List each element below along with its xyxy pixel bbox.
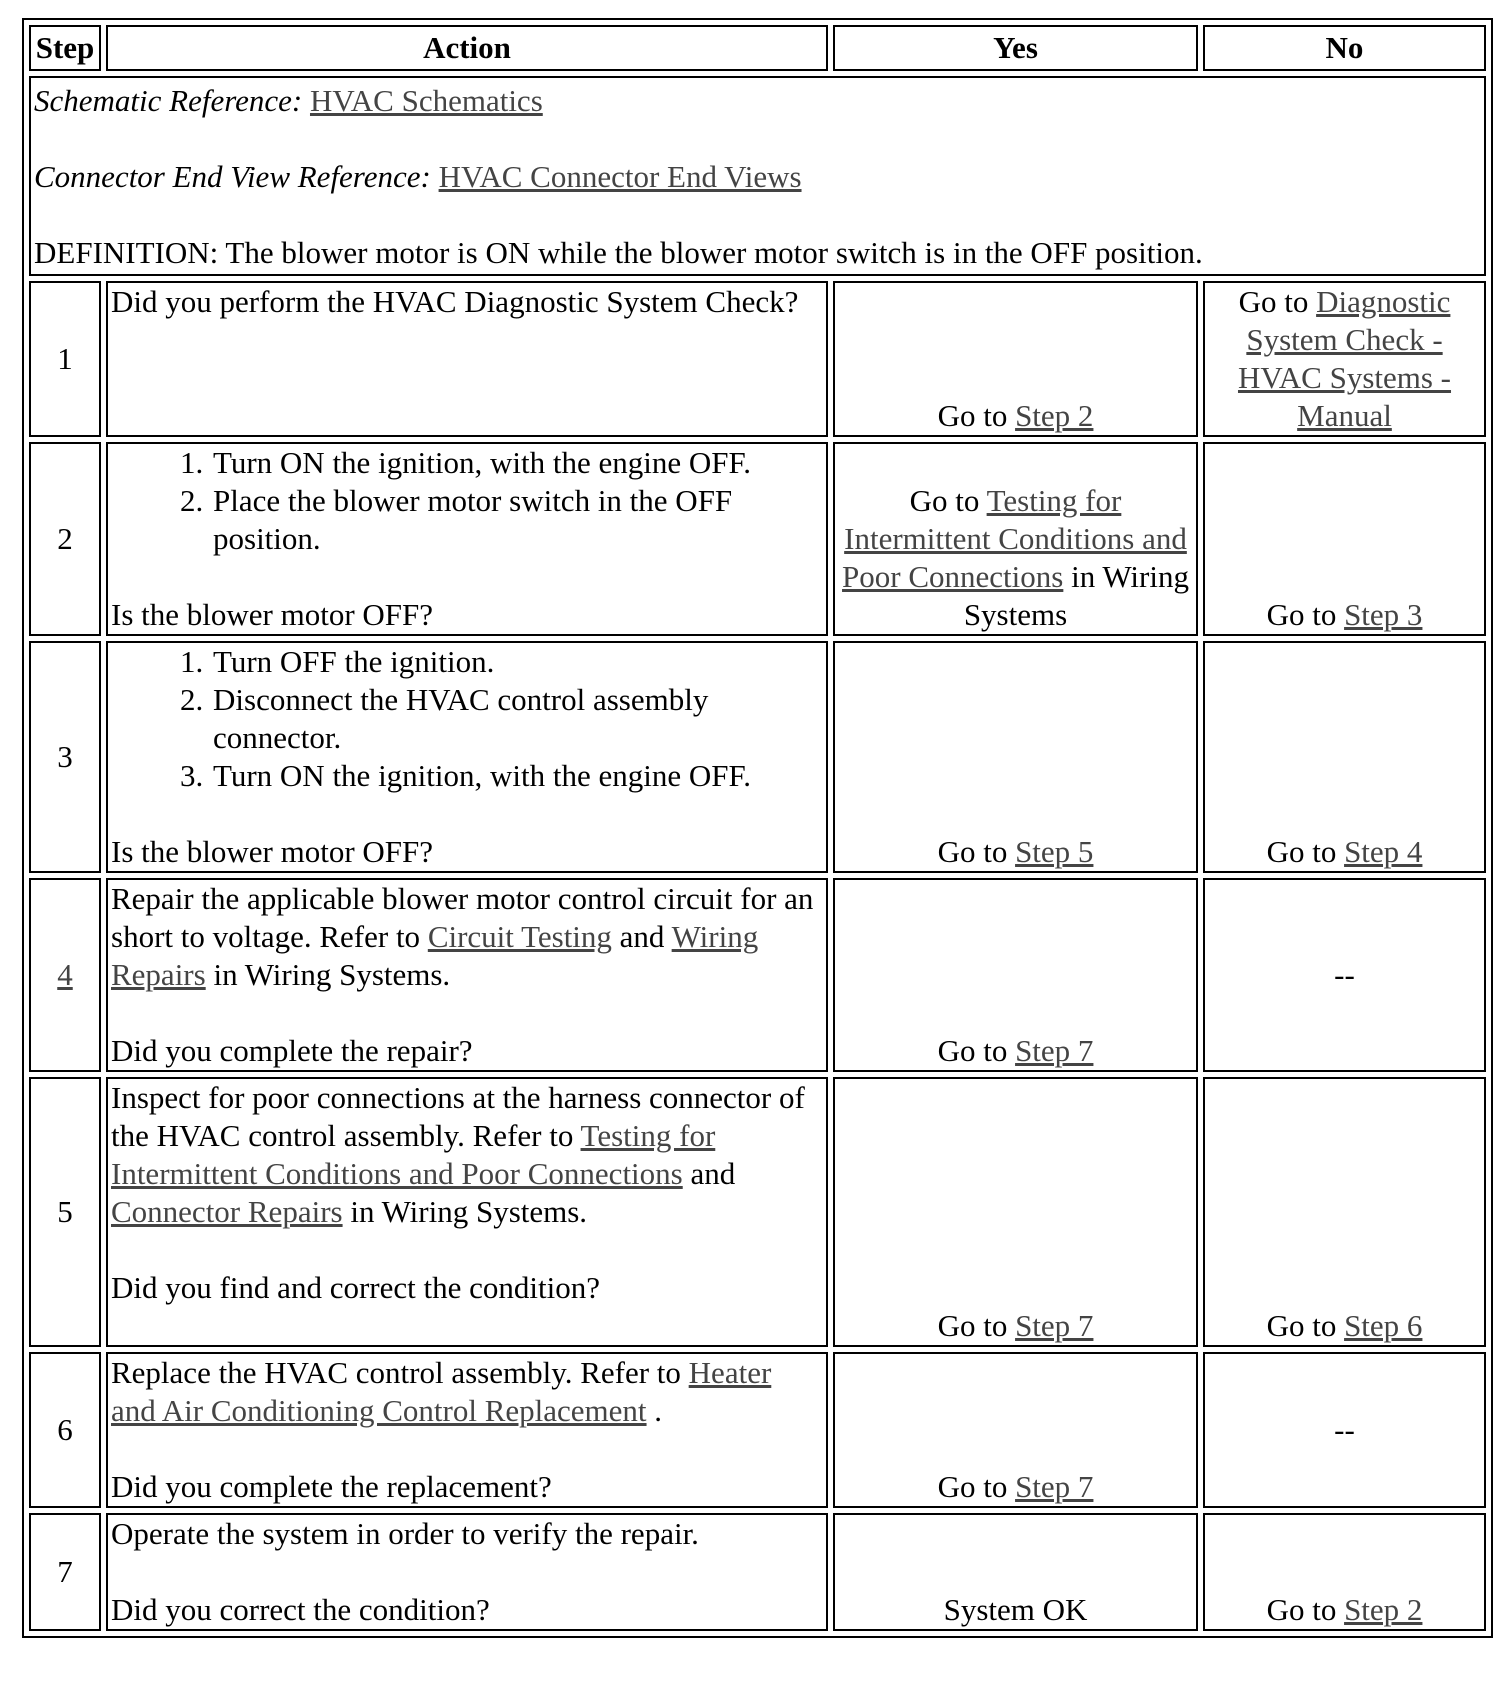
schematic-label: Schematic Reference: — [34, 83, 303, 118]
step-question: Did you complete the replacement? — [111, 1469, 552, 1504]
circuit-testing-link[interactable]: Circuit Testing — [427, 919, 612, 954]
yes-link[interactable]: Step 7 — [1015, 1033, 1094, 1068]
list-item: 2. Place the blower motor switch in the OFF position. — [211, 482, 823, 558]
schematic-link[interactable]: HVAC Schematics — [309, 83, 543, 118]
schematic-reference — [34, 82, 1481, 120]
connector-link[interactable]: HVAC Connector End Views — [438, 159, 802, 194]
header-no: No — [1203, 25, 1486, 71]
yes-link[interactable]: Step 2 — [1015, 398, 1094, 433]
wiring-text: in Wiring Systems — [963, 559, 1189, 632]
connector-label: Connector End View Reference: — [34, 159, 431, 194]
go-to-text: Go to — [1266, 834, 1337, 869]
step-action — [106, 1077, 828, 1347]
step-number — [29, 878, 101, 1072]
step-number: 6 — [29, 1352, 101, 1508]
step-no: -- — [1203, 878, 1486, 1072]
list-item: 1. Turn ON the ignition, with the engine OFF. — [211, 444, 823, 482]
step-no — [1203, 1513, 1486, 1631]
step-anchor-link[interactable]: 4 — [57, 957, 73, 992]
table-row — [29, 442, 1486, 636]
reference-row — [29, 76, 1486, 276]
list-item: 1. Turn OFF the ignition. — [211, 643, 823, 681]
step-no — [1203, 281, 1486, 437]
table-row — [29, 641, 1486, 873]
go-to-text: Go to — [937, 1469, 1008, 1504]
control-replacement-link[interactable]: Heater and Air Conditioning Control Replacement — [111, 1355, 772, 1428]
step-question: Is the blower motor OFF? — [111, 597, 434, 632]
step-number: 3 — [29, 641, 101, 873]
step-yes — [833, 641, 1198, 873]
go-to-text: Go to — [1238, 284, 1309, 319]
instruction-text: Inspect for poor connections at the harness connector of the HVAC control assembly. Refer to — [111, 1080, 805, 1153]
step-number: 2 — [29, 442, 101, 636]
step-instruction: Operate the system in order to verify the repair. — [111, 1516, 699, 1551]
step-number: 1 — [29, 281, 101, 437]
yes-link[interactable]: Testing for Intermittent Conditions and Poor Connections — [842, 483, 1187, 594]
instruction-text: Repair the applicable blower motor control circuit for an short to voltage. Refer to — [111, 881, 814, 954]
step-yes — [833, 878, 1198, 1072]
go-to-text: Go to — [909, 483, 980, 518]
step-number: 5 — [29, 1077, 101, 1347]
step-action: Did you perform the HVAC Diagnostic System Check? — [106, 281, 828, 437]
go-to-text: Go to — [937, 398, 1008, 433]
instruction-text: and — [690, 1156, 736, 1191]
instruction-text: . — [654, 1393, 663, 1428]
reference-cell — [29, 76, 1486, 276]
intermittent-conditions-link[interactable]: Testing for Intermittent Conditions and Poor Connections — [111, 1118, 716, 1191]
instruction-text: in Wiring Systems. — [350, 1194, 588, 1229]
step-question: Did you correct the condition? — [111, 1592, 490, 1627]
step-action — [106, 442, 828, 636]
diagnostic-table-container — [22, 18, 1470, 1638]
step-no: -- — [1203, 1352, 1486, 1508]
step-action — [106, 878, 828, 1072]
table-row — [29, 878, 1486, 1072]
step-yes — [833, 1077, 1198, 1347]
connector-reference — [34, 158, 1481, 196]
step-action — [106, 1513, 828, 1631]
header-step: Step — [29, 25, 101, 71]
yes-link[interactable]: Step 7 — [1015, 1469, 1094, 1504]
step-question: Did you find and correct the condition? — [111, 1270, 600, 1305]
diagnostic-table — [22, 18, 1493, 1638]
step-yes: System OK — [833, 1513, 1198, 1631]
connector-repairs-link[interactable]: Connector Repairs — [111, 1194, 343, 1229]
step-yes — [833, 1352, 1198, 1508]
step-yes — [833, 442, 1198, 636]
go-to-text: Go to — [937, 1308, 1008, 1343]
step-no — [1203, 442, 1486, 636]
definition-text: DEFINITION: The blower motor is ON while the blower motor switch is in the OFF position. — [34, 235, 1203, 270]
step-yes — [833, 281, 1198, 437]
action-list — [111, 444, 823, 558]
go-to-text: Go to — [937, 834, 1008, 869]
no-link[interactable]: Step 6 — [1344, 1308, 1423, 1343]
step-question: Did you complete the repair? — [111, 1033, 473, 1068]
action-list — [111, 643, 823, 795]
no-link[interactable]: Step 4 — [1344, 834, 1423, 869]
header-row — [29, 25, 1486, 71]
no-link[interactable]: Step 3 — [1344, 597, 1423, 632]
step-no — [1203, 641, 1486, 873]
table-row — [29, 1077, 1486, 1347]
header-yes: Yes — [833, 25, 1198, 71]
step-question: Is the blower motor OFF? — [111, 834, 434, 869]
yes-link[interactable]: Step 5 — [1015, 834, 1094, 869]
instruction-text: and — [619, 919, 665, 954]
step-instruction — [111, 1354, 823, 1430]
step-instruction — [111, 880, 823, 994]
table-row — [29, 281, 1486, 437]
no-link[interactable]: Diagnostic System Check - HVAC Systems - Manual — [1237, 284, 1452, 433]
table-row — [29, 1513, 1486, 1631]
go-to-text: Go to — [1266, 1308, 1337, 1343]
instruction-text: Replace the HVAC control assembly. Refer to — [111, 1355, 681, 1390]
instruction-text: in Wiring Systems. — [213, 957, 451, 992]
step-no — [1203, 1077, 1486, 1347]
step-action — [106, 641, 828, 873]
no-link[interactable]: Step 2 — [1344, 1592, 1423, 1627]
table-row — [29, 1352, 1486, 1508]
go-to-text: Go to — [1266, 597, 1337, 632]
step-instruction — [111, 1079, 823, 1231]
yes-link[interactable]: Step 7 — [1015, 1308, 1094, 1343]
go-to-text: Go to — [1266, 1592, 1337, 1627]
list-item: 3. Turn ON the ignition, with the engine OFF. — [211, 757, 823, 795]
step-action — [106, 1352, 828, 1508]
go-to-text: Go to — [937, 1033, 1008, 1068]
wiring-repairs-link[interactable]: Wiring Repairs — [111, 919, 759, 992]
step-number: 7 — [29, 1513, 101, 1631]
header-action: Action — [106, 25, 828, 71]
list-item: 2. Disconnect the HVAC control assembly connector. — [211, 681, 823, 757]
